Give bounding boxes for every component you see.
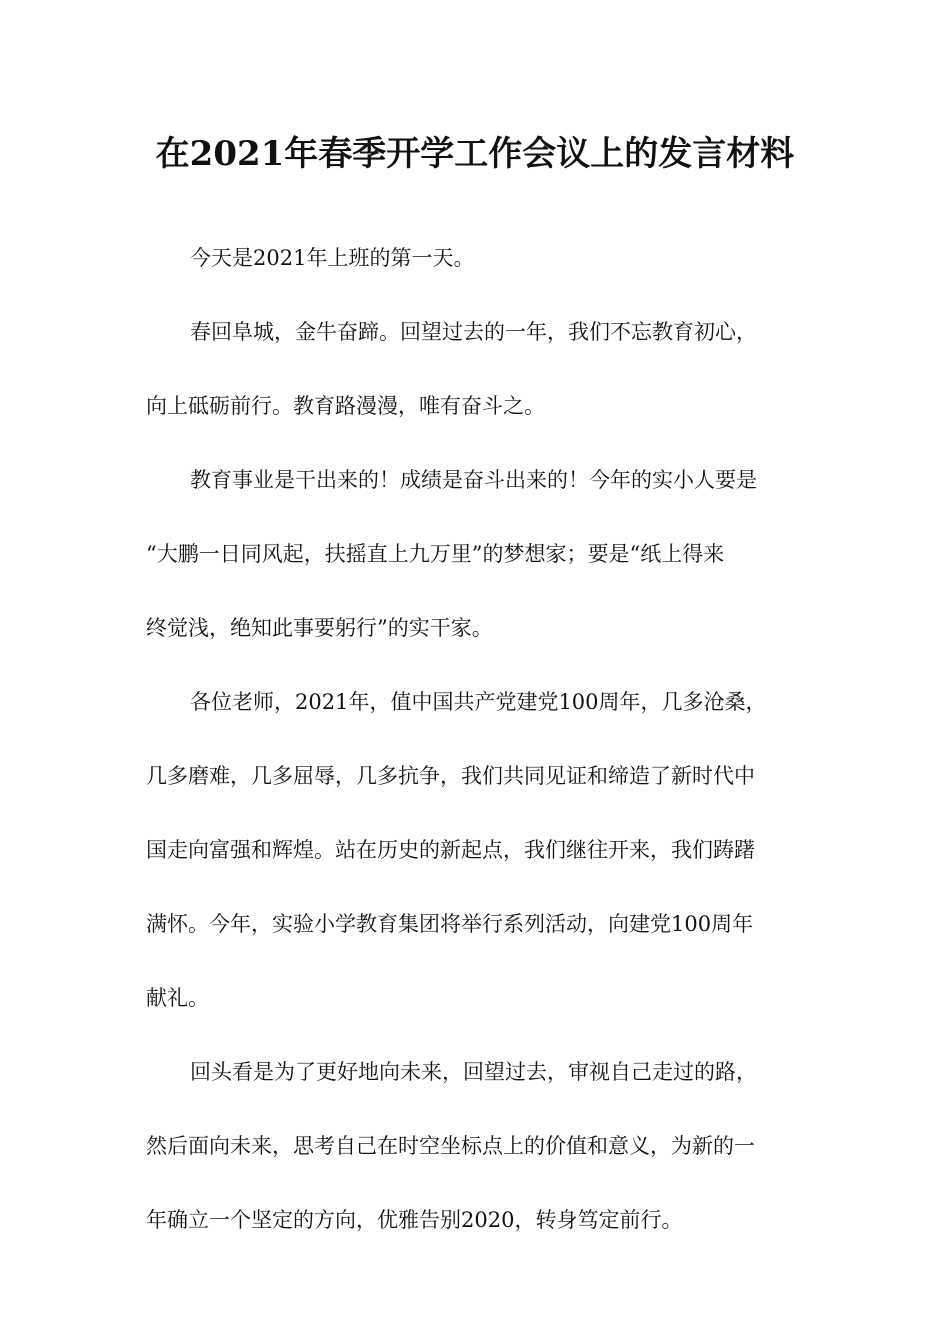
paragraph-line: 向上砥砺前行。教育路漫漫，唯有奋斗之。 xyxy=(146,394,545,418)
paragraph-line: 终觉浅，绝知此事要躬行”的实干家。 xyxy=(146,616,493,640)
paragraph-line: 几多磨难，几多屈辱，几多抗争，我们共同见证和缔造了新时代中 xyxy=(146,764,755,788)
paragraph-line: 然后面向未来，思考自己在时空坐标点上的价值和意义，为新的一 xyxy=(146,1134,755,1158)
paragraph-line: 满怀。今年，实验小学教育集团将举行系列活动，向建党100周年 xyxy=(146,912,754,936)
paragraph-line: “大鹏一日同风起，扶摇直上九万里”的梦想家；要是“纸上得来 xyxy=(146,542,725,566)
paragraph-line: 国走向富强和辉煌。站在历史的新起点，我们继往开来，我们踌躇 xyxy=(146,838,755,862)
paragraph-line: 年确立一个坚定的方向，优雅告别2020，转身笃定前行。 xyxy=(146,1208,683,1232)
paragraph-line: 春回阜城，金牛奋蹄。回望过去的一年，我们不忘教育初心， xyxy=(190,320,757,344)
paragraph-line: 今天是2021年上班的第一天。 xyxy=(190,246,475,270)
paragraph-line: 各位老师，2021年，值中国共产党建党100周年，几多沧桑， xyxy=(190,690,767,714)
paragraph-line: 教育事业是干出来的！成绩是奋斗出来的！今年的实小人要是 xyxy=(190,468,757,492)
paragraph-line: 献礼。 xyxy=(146,986,209,1010)
document-title: 在2021年春季开学工作会议上的发言材料 xyxy=(155,134,795,174)
paragraph-line: 回头看是为了更好地向未来，回望过去，审视自己走过的路， xyxy=(190,1060,757,1084)
